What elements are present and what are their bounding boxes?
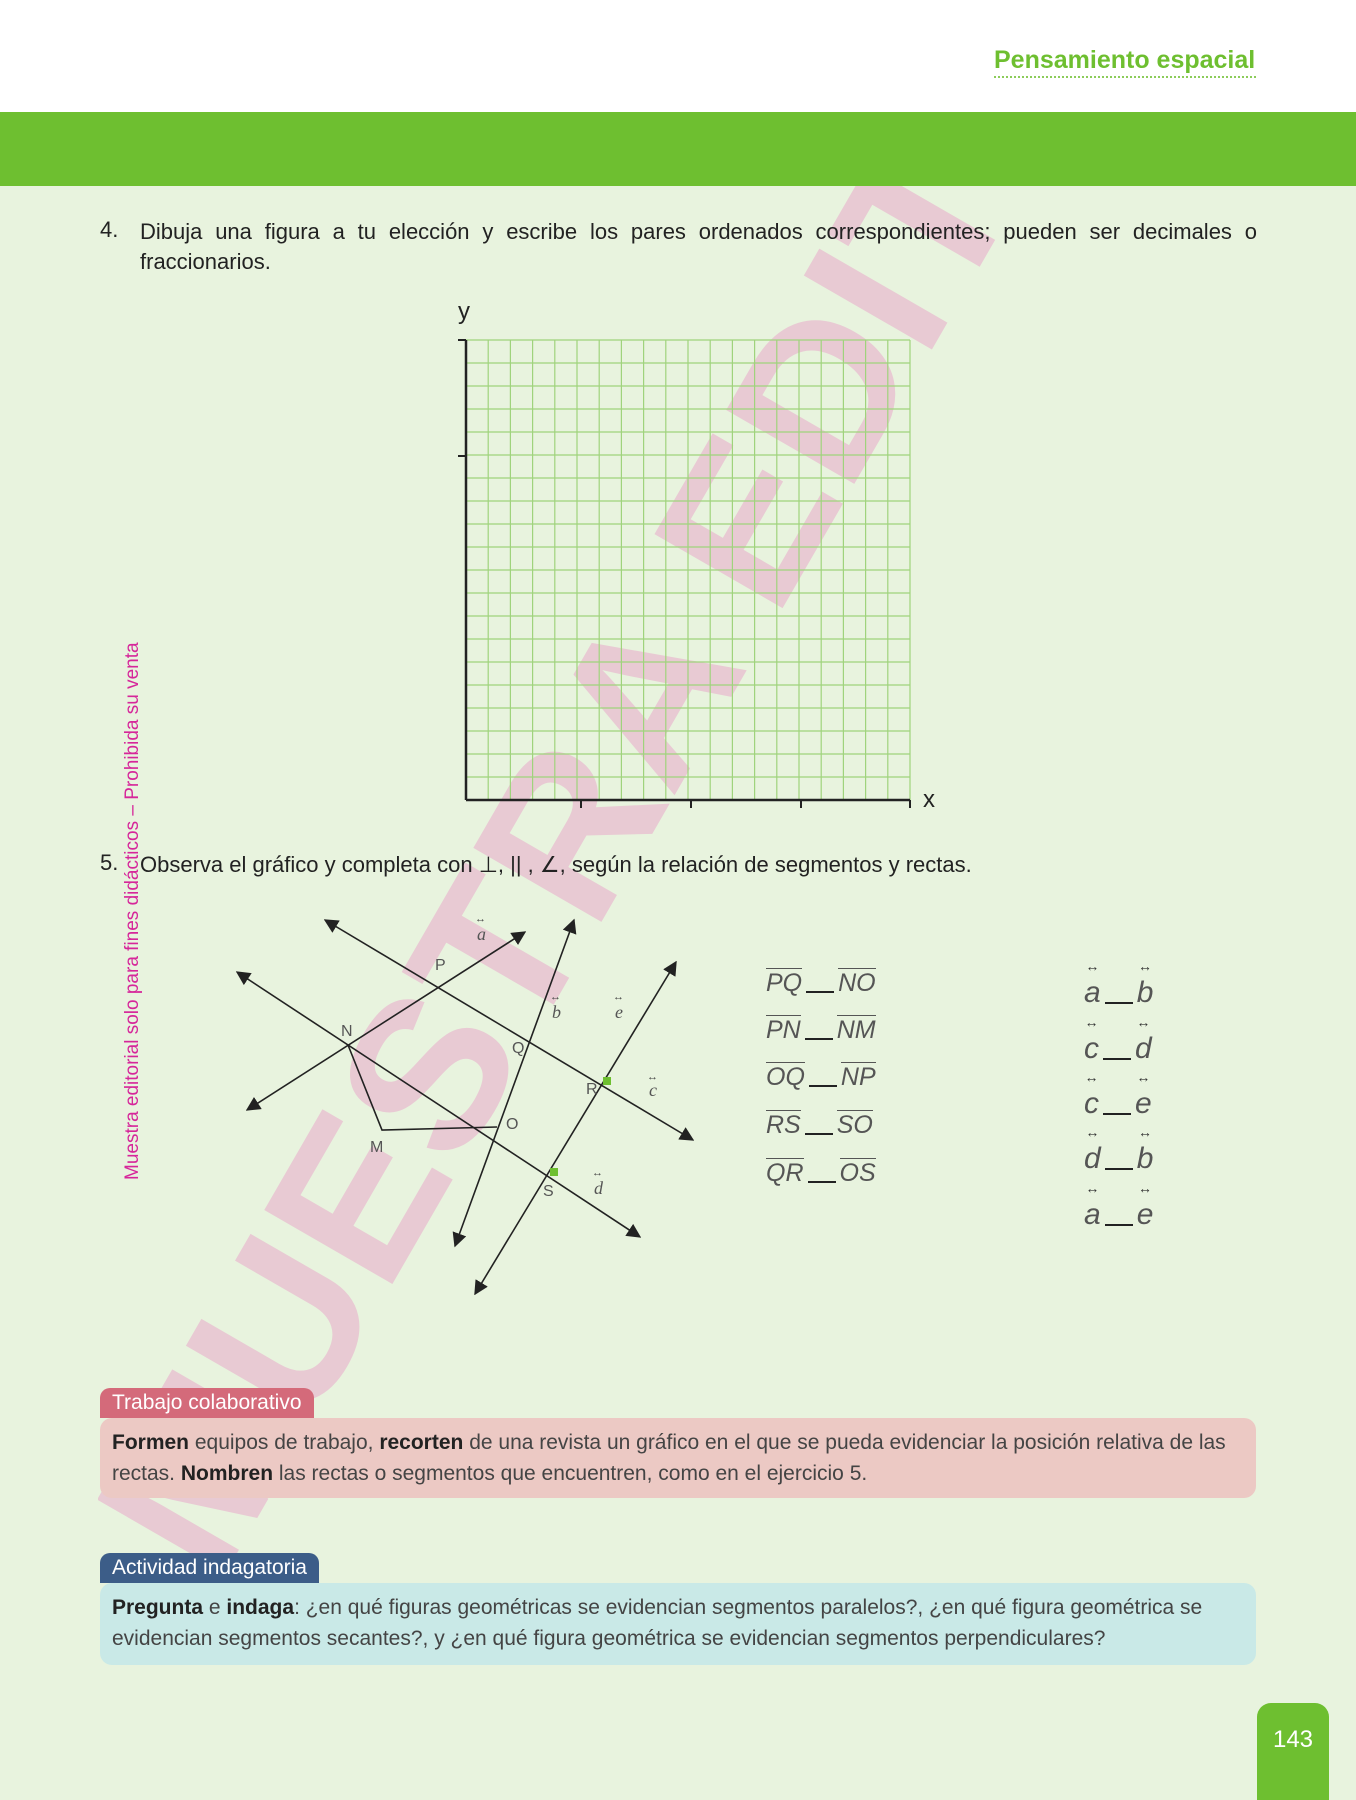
line-right: ↔ d xyxy=(1135,1026,1152,1066)
line-pair[interactable] xyxy=(1084,1136,1153,1176)
line-arrow-mark: ↔ xyxy=(613,991,624,1003)
line-right: ↔ b xyxy=(1137,1136,1154,1176)
line-label: e xyxy=(615,1002,623,1022)
line-pair[interactable] xyxy=(1084,1026,1152,1066)
segment-left: QR xyxy=(766,1159,804,1187)
line-d xyxy=(237,972,640,1237)
line-b xyxy=(455,920,574,1246)
line-arrow-mark: ↔ xyxy=(592,1167,603,1179)
line-pair[interactable] xyxy=(1084,970,1153,1010)
segment-pair[interactable] xyxy=(766,1062,876,1092)
answer-blank[interactable] xyxy=(805,1020,833,1040)
right-angle-r xyxy=(603,1077,611,1085)
inquiry-bold: Pregunta xyxy=(112,1596,204,1619)
collab-text: de una revista un gráfico en el que se pueda evidenciar la posición relativa de las rectas. xyxy=(112,1431,1226,1485)
segment-pair[interactable] xyxy=(766,1015,876,1045)
line-c xyxy=(325,920,693,1140)
inquiry-tag: Actividad indagatoria xyxy=(100,1553,319,1583)
point-label: P xyxy=(435,957,446,974)
inquiry-box xyxy=(100,1583,1256,1665)
segments-nm-mo xyxy=(348,1045,497,1130)
collab-box xyxy=(100,1418,1256,1498)
right-angle-s xyxy=(550,1168,558,1176)
segment-left: PQ xyxy=(766,969,803,997)
segment-left: RS xyxy=(766,1111,801,1139)
lines-diagram xyxy=(225,900,715,1310)
segment-right: OS xyxy=(839,1159,876,1187)
line-left: ↔ a xyxy=(1084,1192,1101,1232)
point-label: Q xyxy=(512,1040,525,1057)
collab-text: equipos de trabajo, xyxy=(189,1431,380,1454)
page-number: 143 xyxy=(1257,1703,1329,1800)
inquiry-text: : ¿en qué figuras geométricas se evidencian segmentos paralelos?, ¿en qué figura geométrica se evidencian segmentos secantes?, y ¿en qué figura geométrica se evidencian segmentos perpendiculares? xyxy=(112,1596,1203,1650)
grid-svg xyxy=(440,296,940,816)
line-arrow-mark: ↔ xyxy=(550,991,561,1003)
point-label: O xyxy=(506,1116,519,1133)
q4-text: Dibuja una figura a tu elección y escribe los pares ordenados correspondientes; pueden ser decimales o fraccionarios. xyxy=(140,219,1257,274)
q5-symbols: ⊥, || , ∠, xyxy=(478,852,566,877)
point-label: N xyxy=(341,1023,353,1040)
collab-tag: Trabajo colaborativo xyxy=(100,1388,314,1418)
section-title-rule xyxy=(994,76,1256,78)
coordinate-grid[interactable] xyxy=(440,296,940,816)
q4-number: 4. xyxy=(100,217,119,242)
point-label: R xyxy=(586,1081,598,1098)
line-pair[interactable] xyxy=(1084,1192,1153,1232)
line-arrow-mark: ↔ xyxy=(475,913,486,925)
inquiry-bold: indaga xyxy=(226,1596,295,1619)
collab-text: las rectas o segmentos que encuentren, como en el ejercicio 5. xyxy=(273,1462,868,1485)
collab-bold: Formen xyxy=(112,1431,190,1454)
line-arrow-mark: ↔ xyxy=(647,1071,658,1083)
segment-right: NP xyxy=(840,1063,876,1091)
inquiry-text: e xyxy=(203,1596,227,1619)
point-label: M xyxy=(370,1139,384,1156)
line-left: ↔ a xyxy=(1084,970,1101,1010)
answer-blank[interactable] xyxy=(1105,1206,1133,1226)
answer-blank[interactable] xyxy=(1105,1150,1133,1170)
collab-bold: recorten xyxy=(379,1431,464,1454)
answer-blank[interactable] xyxy=(805,1115,833,1135)
segment-left: PN xyxy=(766,1016,801,1044)
answer-blank[interactable] xyxy=(1103,1040,1131,1060)
answer-blank[interactable] xyxy=(1105,984,1133,1004)
point-label: S xyxy=(543,1183,554,1200)
q5-number: 5. xyxy=(100,850,119,875)
y-axis-label: y xyxy=(458,298,470,325)
section-title: Pensamiento espacial xyxy=(994,46,1256,74)
line-pair[interactable] xyxy=(1084,1081,1152,1121)
line-left: ↔ c xyxy=(1084,1026,1099,1066)
x-axis-label: x xyxy=(923,786,935,813)
line-label: c xyxy=(649,1080,657,1100)
side-note: Muestra editorial solo para fines didácticos – Prohibida su venta xyxy=(122,642,143,1180)
line-right: ↔ e xyxy=(1137,1192,1154,1232)
line-label: d xyxy=(594,1178,603,1198)
segment-left: OQ xyxy=(766,1063,805,1091)
line-left: ↔ d xyxy=(1084,1136,1101,1176)
collab-bold: Nombren xyxy=(180,1462,274,1485)
segment-right: SO xyxy=(836,1111,873,1139)
q5-text-before: Observa el gráfico y completa con xyxy=(140,852,479,877)
answer-blank[interactable] xyxy=(806,973,834,993)
gridlines xyxy=(466,340,910,800)
line-label: b xyxy=(552,1002,561,1022)
header-band xyxy=(0,112,1356,186)
q5-text xyxy=(140,850,972,880)
segment-pair[interactable] xyxy=(766,1158,876,1188)
segment-right: NO xyxy=(838,969,876,997)
segment-pair[interactable] xyxy=(766,968,876,998)
segment-pair[interactable] xyxy=(766,1110,873,1140)
segment-right: NM xyxy=(836,1016,876,1044)
line-right: ↔ b xyxy=(1137,970,1154,1010)
answer-blank[interactable] xyxy=(808,1163,836,1183)
line-left: ↔ c xyxy=(1084,1081,1099,1121)
line-a xyxy=(247,932,525,1110)
answer-blank[interactable] xyxy=(1103,1095,1131,1115)
answer-blank[interactable] xyxy=(809,1067,837,1087)
q5-text-after: según la relación de segmentos y rectas. xyxy=(565,852,972,877)
line-label: a xyxy=(477,924,486,944)
line-right: ↔ e xyxy=(1135,1081,1152,1121)
